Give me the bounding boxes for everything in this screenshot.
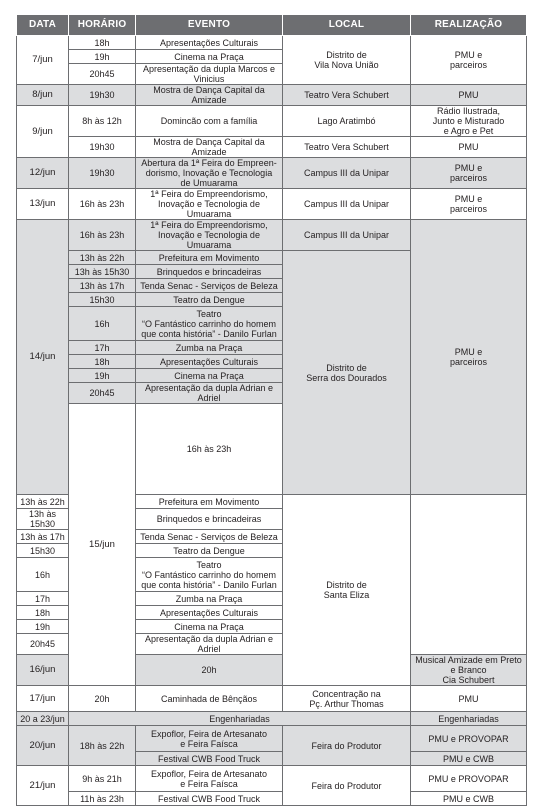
table-cell: Cinema na Praça (136, 369, 283, 383)
table-cell: Festival CWB Food Truck (136, 792, 283, 806)
table-cell: 19h30 (69, 85, 136, 106)
table-cell: Prefeitura em Movimento (136, 251, 283, 265)
table-cell: 7/jun (17, 36, 69, 85)
table-row (17, 137, 527, 158)
table-cell: Prefeitura em Movimento (136, 495, 283, 509)
table-cell: PMU e parceiros (411, 158, 527, 189)
table-cell: 16h às 23h (69, 220, 136, 251)
table-cell: 9h às 21h (69, 766, 136, 792)
table-cell: Teatro “O Fantástico carrinho do homem que conta história” - Danilo Furlan (136, 307, 283, 341)
table-row (17, 712, 527, 726)
header-local: LOCAL (283, 15, 411, 36)
header-realizacao: REALIZAÇÃO (411, 15, 527, 36)
table-cell: 1ª Feira do Empreendorismo, Inovação e Tecnologia de Umuarama (136, 220, 283, 251)
table-cell: Apresentação da dupla Marcos e Vinicius (136, 64, 283, 85)
table-cell: 1ª Feira do Empreendorismo, Inovação e Tecnologia de Umuarama (136, 189, 283, 220)
table-row (17, 220, 527, 251)
table-cell: Campus III da Unipar (283, 220, 411, 251)
table-cell: 11h às 23h (69, 792, 136, 806)
table-cell: 13h às 17h (69, 279, 136, 293)
table-cell: Distrito de Serra dos Dourados (283, 251, 411, 495)
table-cell: Apresentações Culturais (136, 606, 283, 620)
table-row (17, 106, 527, 137)
schedule-table (16, 14, 527, 806)
table-cell: 9/jun (17, 106, 69, 158)
table-cell: PMU e CWB (411, 792, 527, 806)
table-row (17, 189, 527, 220)
table-cell: PMU e parceiros (411, 189, 527, 220)
table-cell: 19h30 (69, 158, 136, 189)
table-cell: Caminhada de Bênçãos (136, 686, 283, 712)
table-cell: 20h (69, 686, 136, 712)
table-cell: Distrito de Santa Eliza (283, 495, 411, 686)
table-cell: Mostra de Dança Capital da Amizade (136, 85, 283, 106)
table-cell: 20h45 (69, 64, 136, 85)
table-cell: PMU (411, 85, 527, 106)
table-cell: PMU (411, 137, 527, 158)
header-row (17, 15, 527, 36)
table-cell: 16h (69, 307, 136, 341)
table-cell: 13h às 22h (17, 495, 69, 509)
table-row (17, 85, 527, 106)
table-cell: 16h às 23h (136, 404, 283, 495)
table-cell: Tenda Senac - Serviços de Beleza (136, 279, 283, 293)
table-cell: PMU e PROVOPAR (411, 726, 527, 752)
table-cell: Rádio Ilustrada, Junto e Misturado e Agro e Pet (411, 106, 527, 137)
table-cell: 8/jun (17, 85, 69, 106)
table-cell: Apresentação da dupla Adrian e Adriel (136, 383, 283, 404)
table-cell: 19h (69, 369, 136, 383)
table-cell: Zumba na Praça (136, 592, 283, 606)
table-cell: PMU e parceiros (411, 36, 527, 85)
table-cell: 19h (69, 50, 136, 64)
table-cell: Expoflor, Feira de Artesanato e Feira Faísca (136, 766, 283, 792)
table-cell: Domincão com a família (136, 106, 283, 137)
table-cell: Abertura da 1ª Feira do Empreen- dorismo, Inovação e Tecnologia de Umuarama (136, 158, 283, 189)
table-cell: 13h às 15h30 (69, 265, 136, 279)
table-cell: 20h (136, 655, 283, 686)
table-row (17, 726, 527, 752)
table-row (17, 686, 527, 712)
table-cell: 15h30 (17, 544, 69, 558)
table-cell: 20h45 (17, 634, 69, 655)
table-cell: Expoflor, Feira de Artesanato e Feira Faísca (136, 726, 283, 752)
table-cell: Engenhariadas (411, 712, 527, 726)
table-cell: 19h30 (69, 137, 136, 158)
table-cell: 17/jun (17, 686, 69, 712)
table-cell: 21/jun (17, 766, 69, 806)
table-cell: Teatro “O Fantástico carrinho do homem que conta história” - Danilo Furlan (136, 558, 283, 592)
table-cell: Zumba na Praça (136, 341, 283, 355)
table-row (17, 36, 527, 50)
header-data: DATA (17, 15, 69, 36)
table-cell: 18h (17, 606, 69, 620)
table-cell: Feira do Produtor (283, 766, 411, 806)
table-cell: Apresentações Culturais (136, 355, 283, 369)
table-cell: Cinema na Praça (136, 50, 283, 64)
table-cell: PMU e CWB (411, 752, 527, 766)
table-cell: 18h às 22h (69, 726, 136, 766)
table-cell: PMU e PROVOPAR (411, 766, 527, 792)
table-cell: Campus III da Unipar (283, 158, 411, 189)
table-cell: Feira do Produtor (283, 726, 411, 766)
table-cell: 18h (69, 355, 136, 369)
table-row (17, 792, 527, 806)
table-cell: 12/jun (17, 158, 69, 189)
table-cell: Brinquedos e brincadeiras (136, 509, 283, 530)
table-cell: Festival CWB Food Truck (136, 752, 283, 766)
table-cell: 16/jun (17, 655, 69, 686)
table-cell: Teatro da Dengue (136, 293, 283, 307)
table-cell: 15h30 (69, 293, 136, 307)
table-cell: 13h às 15h30 (17, 509, 69, 530)
table-cell: Campus III da Unipar (283, 189, 411, 220)
table-cell: Lago Aratimbó (283, 106, 411, 137)
table-cell: 20/jun (17, 726, 69, 766)
schedule-body (17, 36, 527, 806)
table-row (17, 766, 527, 792)
table-cell: 15/jun (69, 404, 136, 686)
table-row (17, 158, 527, 189)
table-cell: 13/jun (17, 189, 69, 220)
table-cell: Concentração na Pç. Arthur Thomas (283, 686, 411, 712)
table-cell: Cinema na Praça (136, 620, 283, 634)
table-cell: Mostra de Dança Capital da Amizade (136, 137, 283, 158)
table-cell: 18h (69, 36, 136, 50)
table-cell: 13h às 22h (69, 251, 136, 265)
table-cell: Teatro Vera Schubert (283, 85, 411, 106)
header-horario: HORÁRIO (69, 15, 136, 36)
table-cell: Musical Amizade em Preto e Branco Cia Schubert (411, 655, 527, 686)
table-cell: 17h (17, 592, 69, 606)
table-cell: PMU e parceiros (411, 220, 527, 495)
table-cell: PMU (411, 686, 527, 712)
table-cell: 13h às 17h (17, 530, 69, 544)
table-cell: 16h às 23h (69, 189, 136, 220)
table-cell: Apresentações Culturais (136, 36, 283, 50)
table-cell: Brinquedos e brincadeiras (136, 265, 283, 279)
table-cell: 8h às 12h (69, 106, 136, 137)
table-cell: Distrito de Vila Nova União (283, 36, 411, 85)
header-evento: EVENTO (136, 15, 283, 36)
table-cell: 19h (17, 620, 69, 634)
table-cell: Teatro da Dengue (136, 544, 283, 558)
table-cell: Tenda Senac - Serviços de Beleza (136, 530, 283, 544)
table-cell: 20 a 23/jun (17, 712, 69, 726)
table-cell: Teatro Vera Schubert (283, 137, 411, 158)
table-cell: Engenhariadas (69, 712, 411, 726)
table-cell: 20h45 (69, 383, 136, 404)
table-cell: 14/jun (17, 220, 69, 495)
table-cell: Apresentação da dupla Adrian e Adriel (136, 634, 283, 655)
table-cell: 16h (17, 558, 69, 592)
table-cell: 17h (69, 341, 136, 355)
